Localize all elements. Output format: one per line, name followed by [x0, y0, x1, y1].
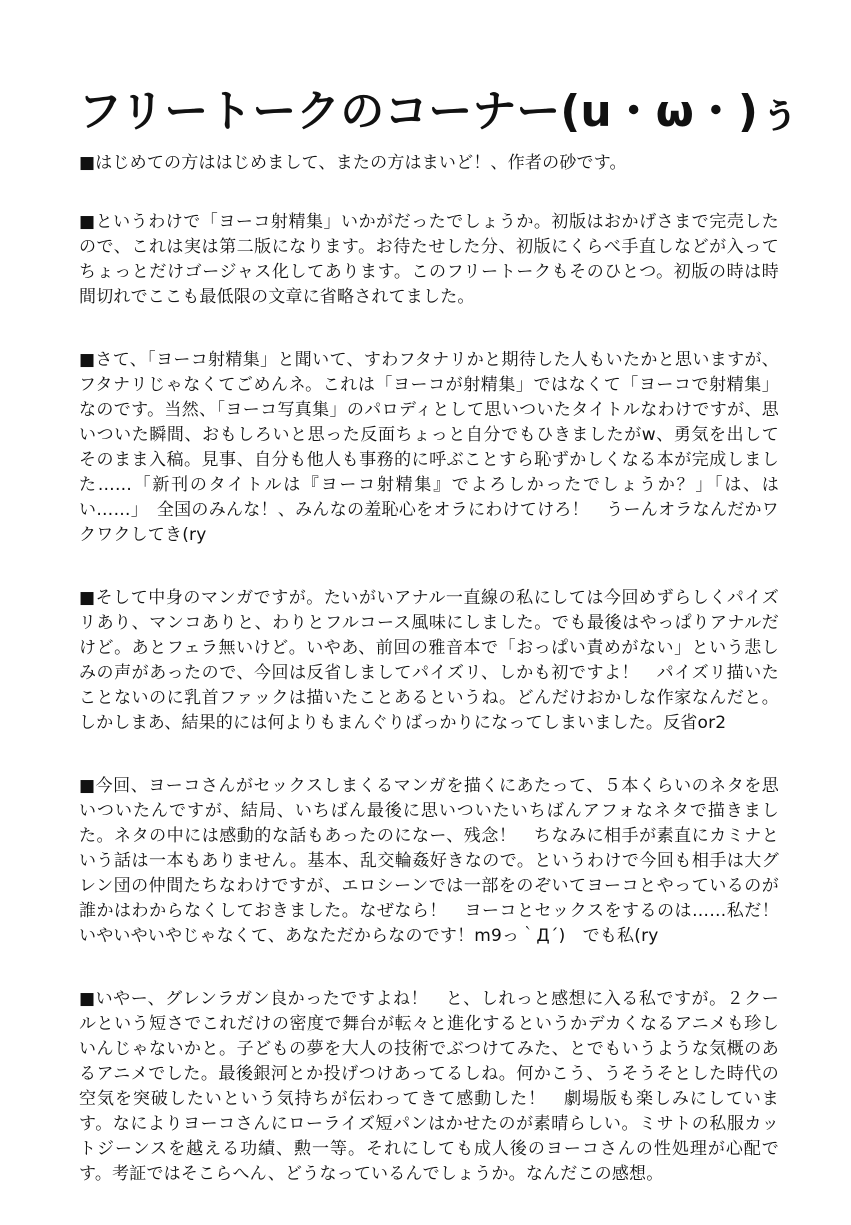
page-title: フリートークのコーナー(u・ω・)ぅ — [78, 86, 803, 137]
paragraph-story-ideas: ■今回、ヨーコさんがセックスしまくるマンガを描くにあたって、５本くらいのネタを思いついたんですが、結局、いちばん最後に思いついたいちばんアフォなネタで描きました。ネタの中には感動的な話もあったのになー、残念！ ちなみに相手が素直にカミナという話は一本もありません。基本、乱交輪姦好きなので。というわけで今回も相手は大グレン団の仲間たちなわけですが、エロシーンでは一部をのぞいてヨーコとやっているのが誰かはわからなくしておきました。なぜなら！ ヨーコとセックスをするのは……私だ！いやいやいやじゃなくて、あなただからなのです！m9っ｀Д´) でも私(ry — [79, 776, 779, 946]
free-talk-body — [79, 151, 779, 1225]
paragraph-second-edition: ■というわけで「ヨーコ射精集」いかがだったでしょうか。初版はおかげさまで完売したので、これは実は第二版になります。お待たせした分、初版にくらべ手直しなどが入ってちょっとだけゴージャス化してあります。このフリートークもそのひとつ。初版の時は時間切れでここも最低限の文章に省略されてました。 — [79, 212, 779, 307]
paragraph-greeting: ■はじめての方ははじめまして、またの方はまいど！、作者の砂です。 — [79, 153, 627, 173]
paragraph-title-origin: ■さて、「ヨーコ射精集」と聞いて、すわフタナリかと期待した人もいたかと思いますが、フタナリじゃなくてごめんネ。これは「ヨーコが射精集」ではなくて「ヨーコで射精集」なのです。当然、「ヨーコ写真集」のパロディとして思いついたタイトルなわけですが、思いついた瞬間、おもしろいと思った反面ちょっと自分でもひきましたがw、勇気を出してそのまま入稿。見事、自分も他人も事務的に呼ぶことすら恥ずかしくなる本が完成しました……「新刊のタイトルは『ヨーコ射精集』でよろしかったでしょうか？」「は、はい……」 全国のみんな！、みんなの羞恥心をオラにわけてけろ！ うーんオラなんだかワクワクしてき(ry — [79, 350, 779, 545]
paragraph-anime-impressions: ■いやー、グレンラガン良かったですよね！ と、しれっと感想に入る私ですが。２クールという短さでこれだけの密度で舞台が転々と進化するというかデカくなるアニメも珍しいんじゃないかと。子どもの夢を大人の技術でぶつけてみた、とでもいうような気概のあるアニメでした。最後銀河とか投げつけあってるしね。何かこう、うそうそとした時代の空気を突破したいという気持ちが伝わってきて感動した！ 劇場版も楽しみにしています。なによりヨーコさんにローライズ短パンはかせたのが素晴らしい。ミサトの私服カットジーンスを越える功績、勲一等。それにしても成人後のヨーコさんの性処理が心配です。考証ではそこらへん、どうなっているんでしょうか。なんだこの感想。 — [79, 989, 779, 1184]
paragraph-manga-content: ■そして中身のマンガですが。たいがいアナル一直線の私にしては今回めずらしくパイズリあり、マンコありと、わりとフルコース風味にしました。でも最後はやっぱりアナルだけど。あとフェラ無いけど。いやあ、前回の雅音本で「おっぱい責めがない」という悲しみの声があったので、今回は反省しましてパイズリ、しかも初ですよ！ パイズリ描いたことないのに乳首ファックは描いたことあるというね。どんだけおかしな作家なんだと。しかしまあ、結果的には何よりもまんぐりばっかりになってしまいました。反省or2 — [79, 588, 779, 733]
